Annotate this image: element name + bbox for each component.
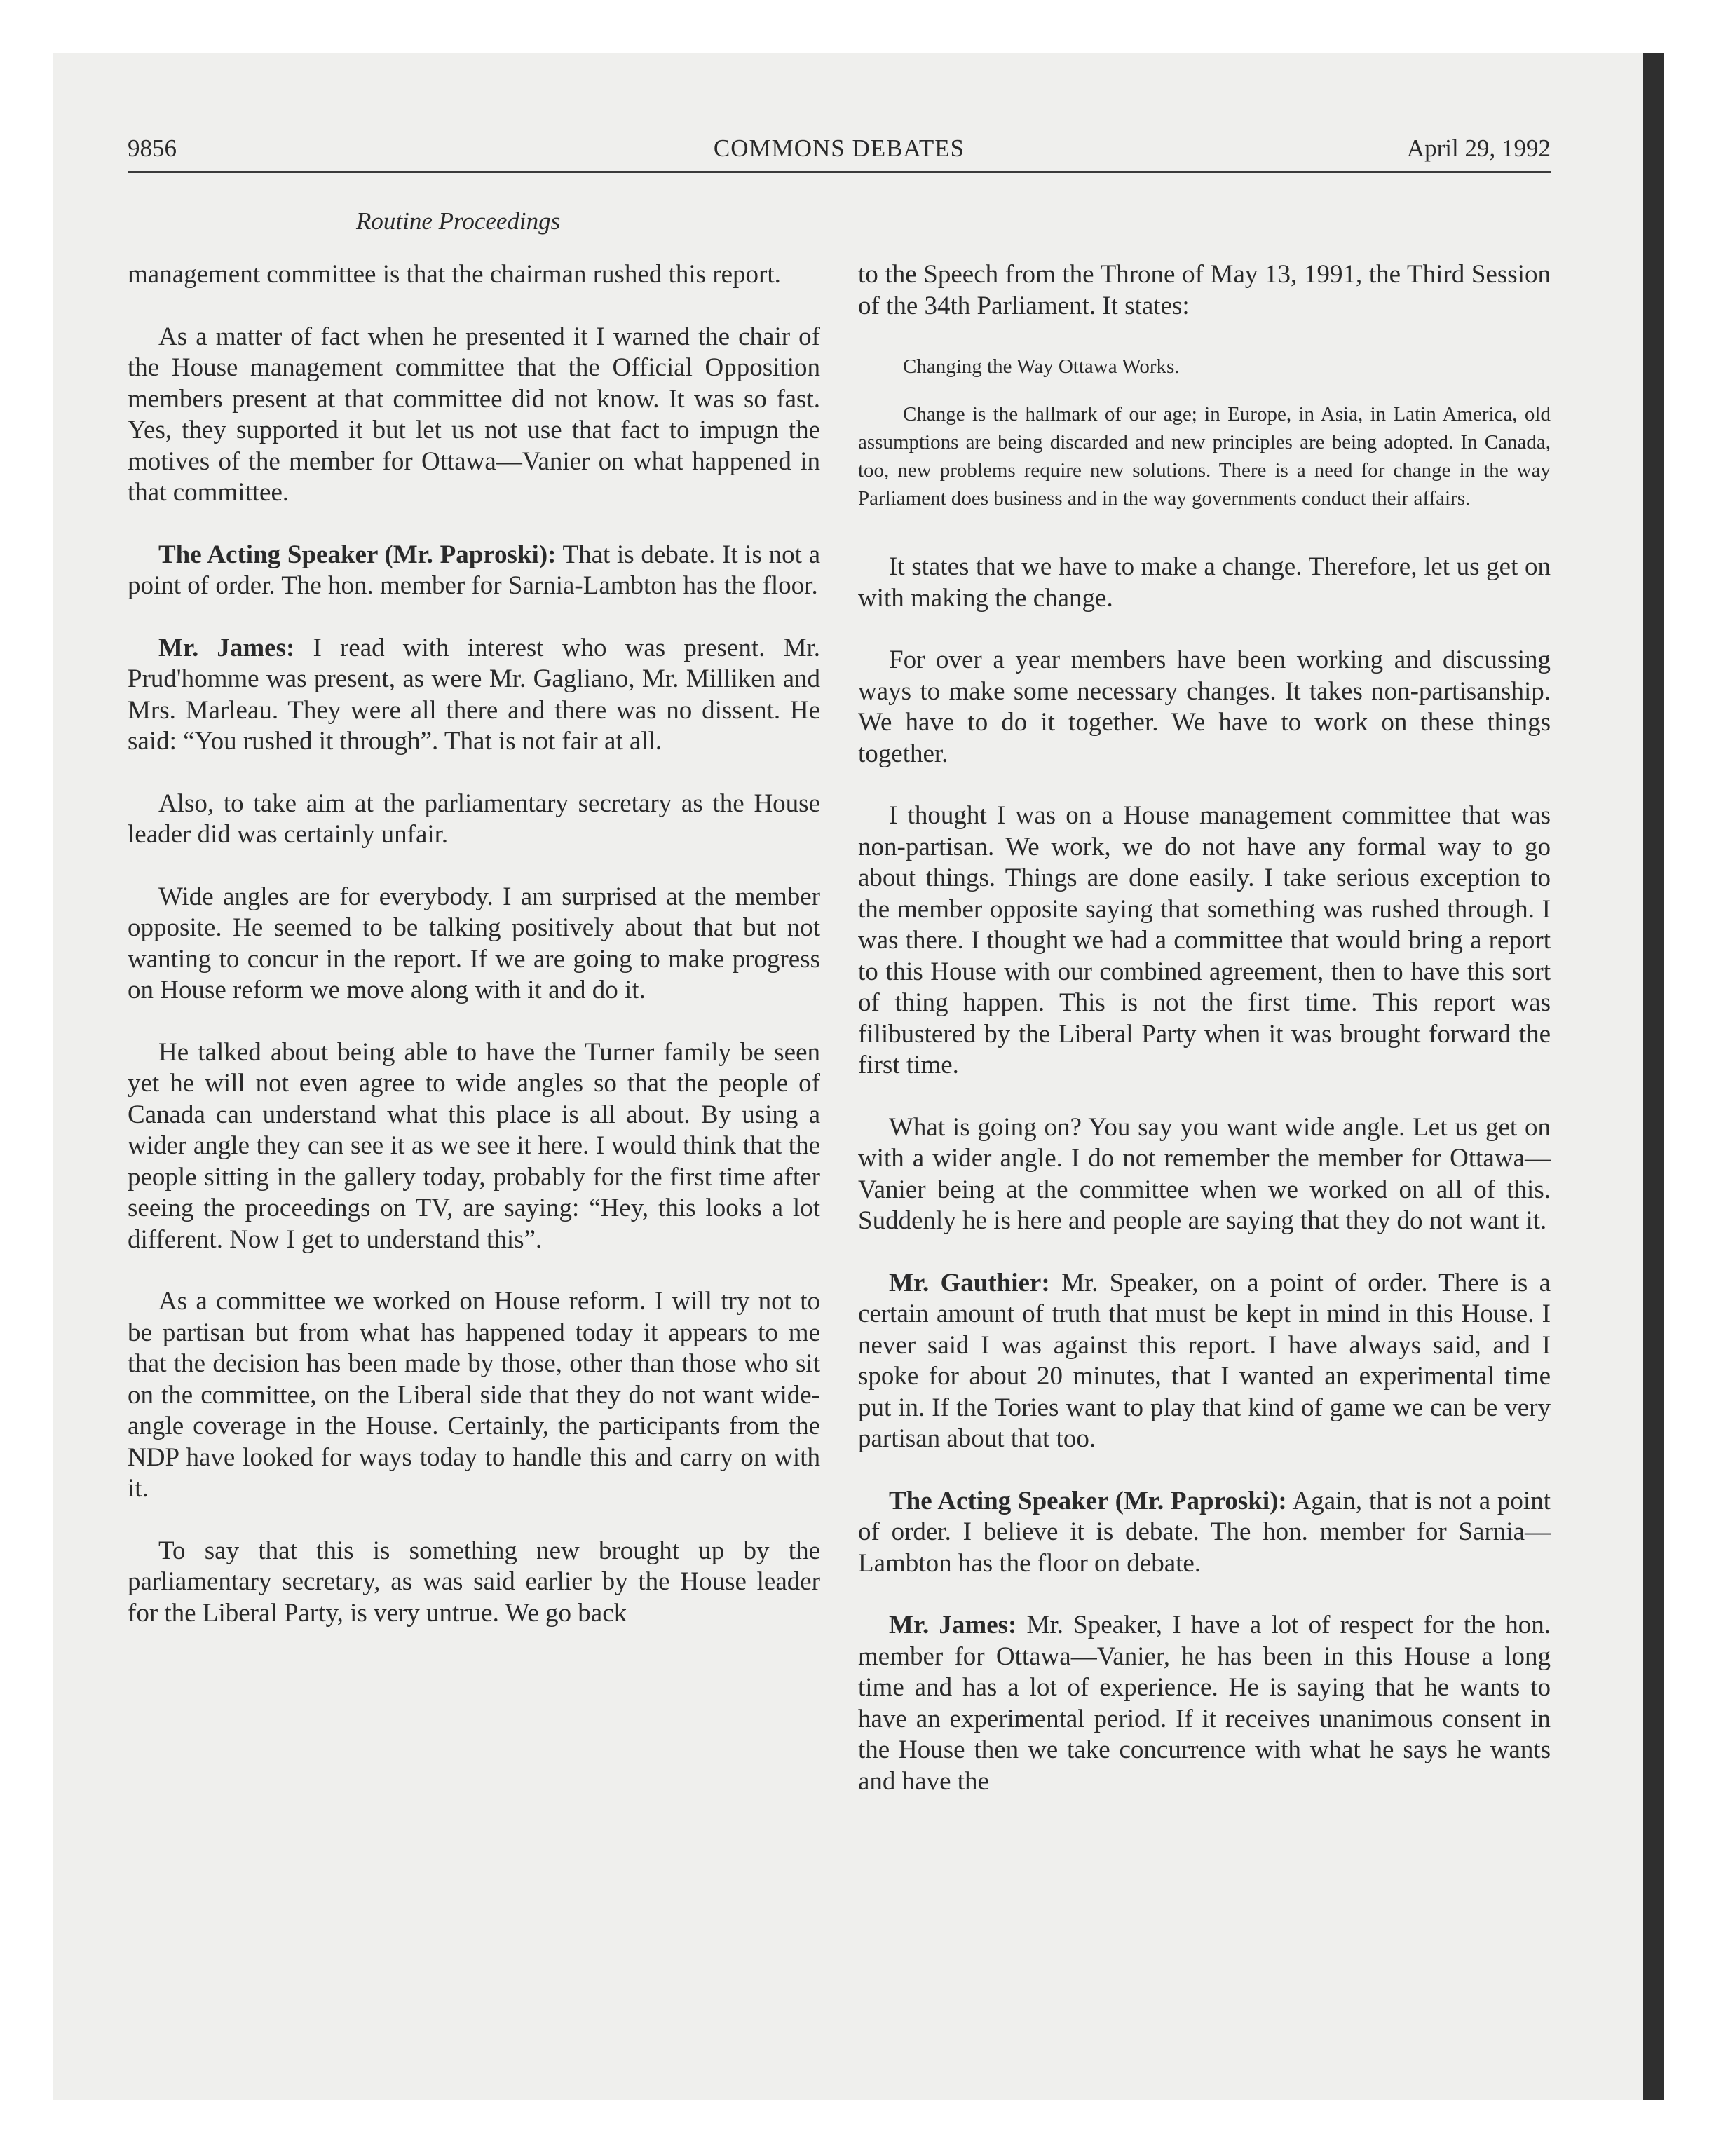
speaker-name: The Acting Speaker (Mr. Paproski): — [158, 540, 557, 569]
speech-text: Mr. Speaker, on a point of order. There is a certain amount of truth that must be kept in mind in this House. I never said I was against this report. I have always said, and I spoke for about 20 minutes, that I wanted an experimental time put in. If the Tories want to play that kind of game we can be very partisan about that too. — [858, 1268, 1551, 1453]
speech-paragraph — [858, 1610, 1551, 1797]
speech-paragraph — [128, 540, 820, 602]
speaker-name: The Acting Speaker (Mr. Paproski): — [889, 1486, 1287, 1515]
paragraph: Also, to take aim at the parliamentary secretary as the House leader did was certainly unfair. — [128, 789, 820, 849]
paragraph: As a committee we worked on House reform. I will try not to be partisan but from what has happened today it appears to me that the decision has been made by those, other than those who sit on the committee, on the Liberal side that they do not want wide-angle coverage in the House. Certainly, the participants from the NDP have looked for ways today to handle this and carry on with it. — [128, 1287, 820, 1503]
running-header — [128, 135, 1551, 174]
section-label: Routine Proceedings — [356, 207, 561, 235]
paragraph: It states that we have to make a change. Therefore, let us get on with making the change. — [858, 552, 1551, 613]
paragraph: For over a year members have been working and discussing ways to make some necessary changes. It takes non-partisanship. We have to do it together. We have to work on these things together. — [858, 646, 1551, 768]
header-rule — [128, 171, 1551, 173]
paragraph: I thought I was on a House management committee that was non-partisan. We work, we do not have any formal way to go about things. Things are done easily. I take serious exception to the member opposite saying that something was rushed through. I was there. I thought we had a committee that would bring a report to this House with our combined agreement, then to have this sort of thing happen. This is not the first time. This report was filibustered by the Liberal Party when it was brought forward the first time. — [858, 801, 1551, 1079]
speech-paragraph — [858, 1268, 1551, 1455]
issue-date: April 29, 1992 — [1406, 135, 1551, 162]
paragraph: to the Speech from the Throne of May 13, 1991, the Third Session of the 34th Parliament. It states: — [858, 260, 1551, 320]
publication-title: COMMONS DEBATES — [713, 135, 965, 162]
paragraph: He talked about being able to have the Turner family be seen yet he will not even agree to wide angles so that the people of Canada can understand what this place is all about. By using a wider angle they can see it as we see it here. I would think that the people sitting in the gallery today, probably for the first time after seeing the proceedings on TV, are saying: “Hey, this looks a lot different. Now I get to understand this”. — [128, 1037, 820, 1254]
speech-text: Mr. Speaker, I have a lot of respect for the hon. member for Ottawa—Vanier, he has been in this House a long time and has a lot of experience. He is saying that he wants to have an experimental period. If it receives unanimous consent in the House then we take concurrence with what he says he wants and have the — [858, 1611, 1551, 1796]
quoted-heading: Changing the Way Ottawa Works. — [903, 355, 1180, 378]
speech-paragraph — [858, 1486, 1551, 1580]
speaker-name: Mr. James: — [889, 1611, 1017, 1639]
speech-text: I read with interest who was present. Mr. Prud'homme was present, as were Mr. Gagliano, Mr. Milliken and Mrs. Marleau. They were all there and there was no dissent. He said: “You rushed it through”. That is not fair at all. — [128, 633, 820, 756]
page-number: 9856 — [128, 135, 177, 162]
speech-text: That is debate. It is not a point of order. The hon. member for Sarnia-Lambton has the floor. — [128, 540, 820, 600]
scan-edge-shadow — [1643, 53, 1664, 2100]
speech-paragraph — [128, 633, 820, 758]
paragraph: What is going on? You say you want wide angle. Let us get on with a wider angle. I do not remember the member for Ottawa—Vanier being at the committee when we worked on all of this. Suddenly he is here and people are saying that they do not want it. — [858, 1112, 1551, 1235]
speech-text: Again, that is not a point of order. I believe it is debate. The hon. member for Sarnia—Lambton has the floor on debate. — [858, 1486, 1551, 1578]
speaker-name: Mr. Gauthier: — [889, 1268, 1050, 1297]
paragraph: To say that this is something new brought up by the parliamentary secretary, as was said earlier by the House leader for the Liberal Party, is very untrue. We go back — [128, 1536, 820, 1628]
left-column — [128, 259, 820, 1660]
block-quote: Change is the hallmark of our age; in Europe, in Asia, in Latin America, old assumptions are being discarded and new principles are being adopted. In Canada, too, new problems require new solutions. There is a need for change in the way Parliament does business and in the way governments conduct their affairs. — [858, 403, 1551, 510]
paragraph: Wide angles are for everybody. I am surprised at the member opposite. He seemed to be talking positively about that but not wanting to concur in the report. If we are going to make progress on House reform we move along with it and do it. — [128, 882, 820, 1004]
paragraph: management committee is that the chairman rushed this report. — [128, 260, 781, 289]
right-column — [858, 259, 1551, 1828]
speaker-name: Mr. James: — [158, 633, 295, 662]
paragraph: As a matter of fact when he presented it I warned the chair of the House management committee that the Official Opposition members present at that committee did not know. It was so fast. Yes, they supported it but let us not use that fact to impugn the motives of the member for Ottawa—Vanier on what happened in that committee. — [128, 322, 820, 507]
